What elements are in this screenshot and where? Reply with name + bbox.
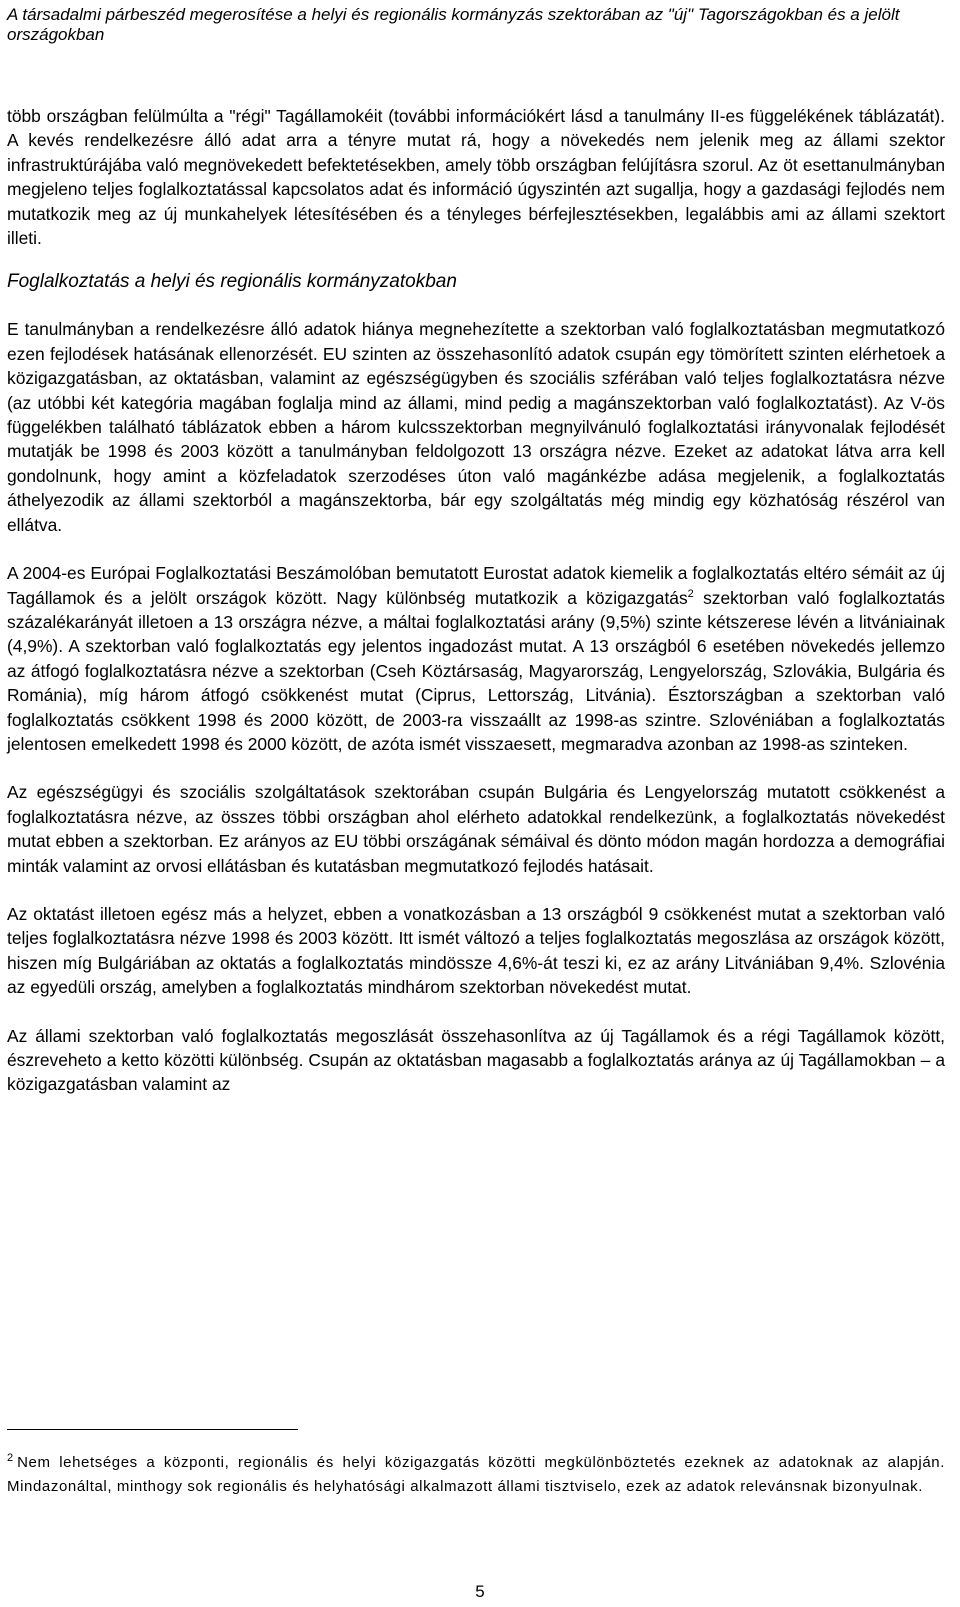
paragraph-text: szektorban való foglalkoztatás százalékarányát illetoen a 13 országra nézve, a máltai foglalkoztatási arány (9,5%) szinte kétszerese lévén a litvániainak (4,9%). A szektorban való foglalkoztatás egy jelentos ingadozást mutat. A 13 országból 6 esetében növekedés jellemzo az átfogó foglalkoztatásra nézve a szektorban (Cseh Köztársaság, Magyarország, Lengyelország, Szlovákia, Bulgária és Románia), míg három átfogó csökkenést mutat (Ciprus, Lettország, Litvánia). Észtországban a szektorban való foglalkoztatás csökkent 1998 és 2000 között, de 2003-ra visszaállt az 1998-as szintre. Szlovéniában a foglalkoztatás jelentosen emelkedett 1998 és 2000 között, de azóta ismét visszaesett, megmaradva azonban az 1998-as szinteken. <box>7 587 945 754</box>
paragraph: Az állami szektorban való foglalkoztatás megoszlását összehasonlítva az új Tagállamok és a régi Tagállamok között, észreveheto a ketto közötti különbség. Csupán az oktatásban magasabb a foglalkoztatás aránya az új Tagállamokban – a közigazgatásban valamint az <box>7 1025 945 1095</box>
document-body <box>7 104 945 1097</box>
section-heading: Foglalkoztatás a helyi és regionális kormányzatokban <box>7 271 457 293</box>
footnote-marker: 2 <box>7 1452 14 1464</box>
page-number: 5 <box>475 1582 485 1601</box>
paragraph: Az egészségügyi és szociális szolgáltatások szektorában csupán Bulgária és Lengyelország mutatott csökkenést a foglalkoztatásra nézve, az összes többi országban ahol elérheto adatokkal rendelkezünk, a foglalkoztatás növekedést mutat ebben a szektorban. Ez arányos az EU többi országának sémáival és dönto módon magán hordozza a demográfiai minták valamint az orvosi ellátásban és kutatásban megmutatkozó fejlodés hatásait. <box>7 782 945 876</box>
paragraph-text: A 2004-es Európai Foglalkoztatási Beszámolóban bemutatott Eurostat adatok kiemelik a foglalkoztatás eltéro sémáit az új Tagállamok és a jelölt országok között. Nagy különbség mutatkozik a közigazgatás <box>7 563 945 608</box>
paragraph: Az oktatást illetoen egész más a helyzet, ebben a vonatkozásban a 13 országból 9 csökkenést mutat a szektorban való teljes foglalkoztatásra nézve 1998 és 2003 között. Itt ismét változó a teljes foglalkoztatás megoszlása az országok között, hiszen míg Bulgáriában az oktatás a foglalkoztatás mindössze 4,6%-át teszi ki, ez az arány Litvániában 9,4%. Szlovénia az egyedüli ország, amelyben a foglalkoztatás mindhárom szektorban növekedést mutat. <box>7 903 945 998</box>
footnote-reference[interactable]: 2 <box>687 587 694 600</box>
paragraph <box>7 561 945 756</box>
running-header: A társadalmi párbeszéd megerosítése a helyi és regionális kormányzás szektorában az "új" Tagországokban és a jelölt országokban <box>7 5 900 44</box>
paragraph: E tanulmányban a rendelkezésre álló adatok hiánya megnehezítette a szektorban való foglalkoztatásban megmutatkozó ezen fejlodések hatásának ellenorzését. EU szinten az összehasonlító adatok csupán egy tömörített szinten elérhetoek a közigazgatásban, az oktatásban, valamint az egészségügyben és szociális szférában való teljes foglalkoztatásra nézve (az utóbbi két kategória magában foglalja mind az állami, mind pedig a magánszektorban való foglalkoztatást). Az V-ös függelékben található táblázatok ebben a három kulcsszektorban megnyilvánuló foglalkoztatási irányvonalak fejlodését mutatják be 1998 és 2003 között a tanulmányban feldolgozott 13 országra nézve. Ezeket az adatokat látva arra kell gondolnunk, hogy amint a közfeladatok szerzodéses úton való magánkézbe adása megjelenik, a foglalkoztatás áthelyezodik az állami szektorból a magánszektorba, bár egy szolgáltatás még mindig egy közhatóság részérol van ellátva. <box>7 319 945 535</box>
footnote-text: Nem lehetséges a központi, regionális és helyi közigazgatás közötti megkülönböztetés ezeknek az adatoknak az alapján. Mindazonáltal, minthogy sok regionális és helyhatósági alkalmazott állami tisztviselo, ezek az adatok relevánsnak bizonyulnak. <box>7 1454 945 1495</box>
paragraph: több országban felülmúlta a "régi" Tagállamokéit (további információkért lásd a tanulmány II-es függelékének táblázatát). A kevés rendelkezésre álló adat arra a tényre mutat rá, hogy a növekedés nem jelenik meg az állami szektor infrastruktúrájába való megnövekedett befektetésekben, amely több országban felújításra szorul. Az öt esettanulmányban megjeleno teljes foglalkoztatással kapcsolatos adat és információ úgyszintén azt sugallja, hogy a gazdasági fejlodés nem mutatkozik meg az új munkahelyek létesítésében és a tényleges bérfejlesztésekben, legalábbis ami az állami szektort illeti. <box>7 106 945 249</box>
footnote-separator <box>7 1429 298 1430</box>
footnote <box>7 1451 945 1499</box>
